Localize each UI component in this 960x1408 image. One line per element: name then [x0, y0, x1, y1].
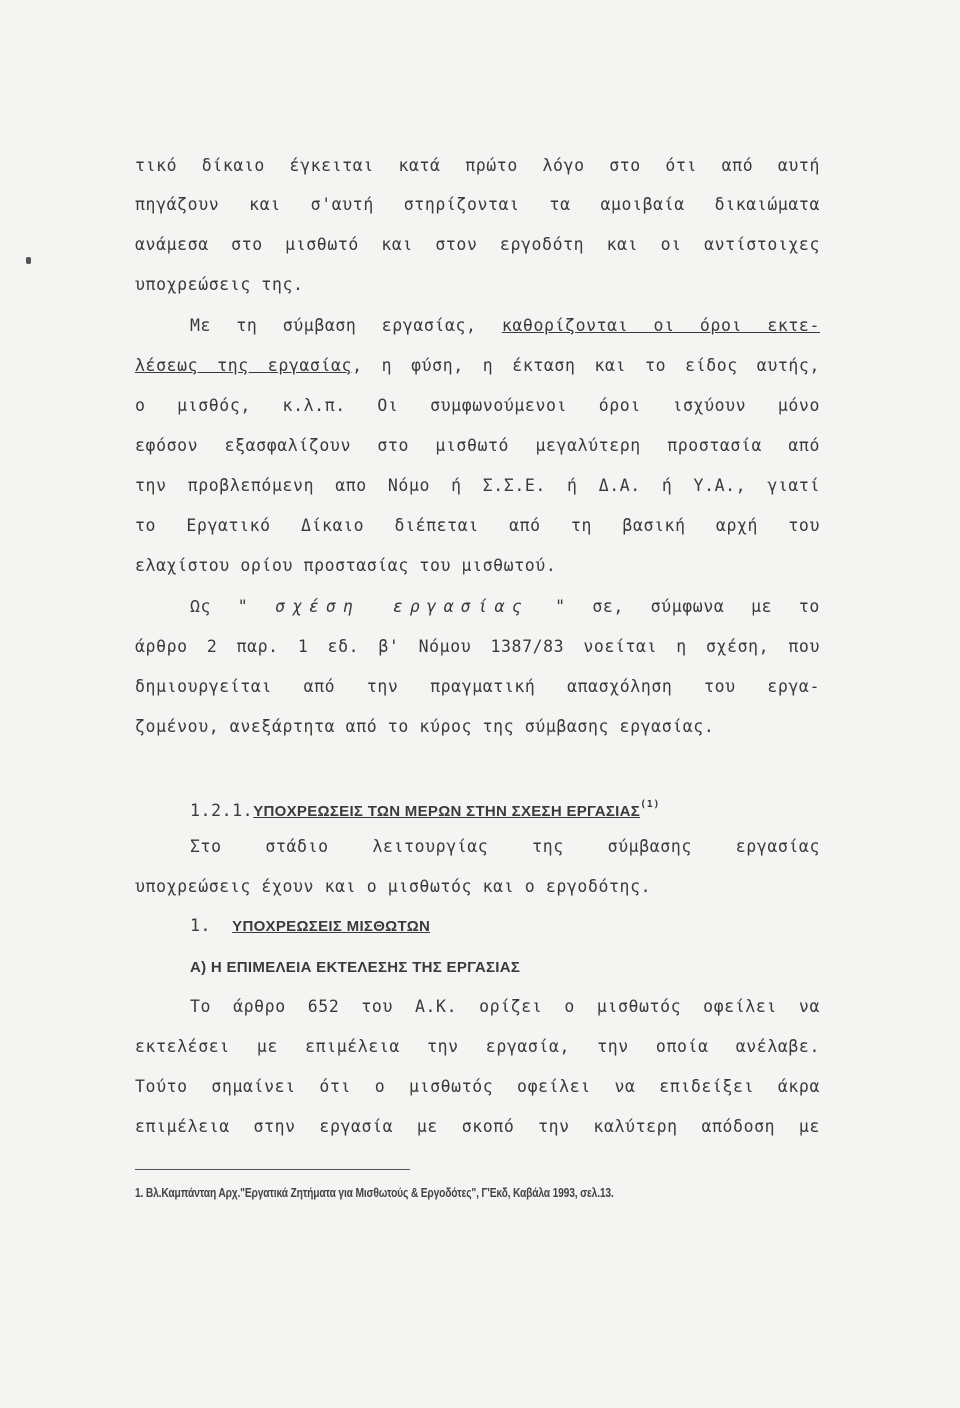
footnote-ref: (1) [640, 799, 660, 810]
text-line: ο μισθός, κ.λ.π. Οι συμφωνούμενοι όροι ισχύουν μόνο [135, 396, 820, 415]
text-line: Το άρθρο 652 του Α.Κ. ορίζει ο μισθωτός οφείλει να [190, 997, 820, 1016]
text-line: το Εργατικό Δίκαιο διέπεται από τη βασική αρχή του [135, 516, 820, 535]
subsection-heading [190, 957, 820, 978]
subsection-title: Α) Η ΕΠΙΜΕΛΕΙΑ ΕΚΤΕΛΕΣΗΣ ΤΗΣ ΕΡΓΑΣΙΑΣ [190, 959, 521, 976]
underlined-text: καθορίζονται οι όροι εκτε- [501, 316, 820, 335]
text-line: εφόσον εξασφαλίζουν στο μισθωτό μεγαλύτερη προστασία από [135, 436, 820, 455]
text-fragment: " σε, σύμφωνα με το [555, 597, 820, 616]
section-heading [190, 795, 820, 822]
subsection-number: 1. [190, 916, 212, 935]
text-line: τικό δίκαιο έγκειται κατά πρώτο λόγο στο ότι από αυτή [135, 156, 820, 175]
text-line: πηγάζουν και σ'αυτή στηρίζονται τα αμοιβαία δικαιώματα [135, 195, 820, 214]
footnote: 1. Βλ.Καμπάνταη Αρχ."Εργατικά Ζητήματα για Μισθωτούς & Εργοδότες", Γ'Εκδ, Καβάλα 1993, σελ.13. [135, 1186, 614, 1200]
underlined-text: λέσεως της εργασίας [135, 356, 353, 375]
text-line: επιμέλεια στην εργασία με σκοπό την καλύτερη απόδοση με [135, 1117, 820, 1136]
scan-mark [26, 257, 31, 264]
subsection-heading [190, 916, 820, 937]
text-line [135, 356, 820, 376]
section-title: ΥΠΟΧΡΕΩΣΕΙΣ ΤΩΝ ΜΕΡΩΝ ΣΤΗΝ ΣΧΕΣΗ ΕΡΓΑΣΙΑΣ [253, 803, 641, 820]
section-number: 1.2.1. [190, 801, 254, 820]
text-line: δημιουργείται από την πραγματική απασχόληση του εργα- [135, 677, 820, 696]
text-fragment: , η φύση, η έκταση και το είδος αυτής, [352, 356, 820, 375]
text-line: ελαχίστου ορίου προστασίας του μισθωτού. [135, 556, 557, 575]
text-fragment: Με τη σύμβαση εργασίας, [190, 316, 477, 335]
text-line [190, 597, 820, 617]
text-line: υποχρεώσεις της. [135, 275, 304, 294]
spaced-term: σχέση εργασίας [275, 597, 529, 616]
text-line: Στο στάδιο λειτουργίας της σύμβασης εργασίας [190, 837, 820, 856]
text-line: υποχρεώσεις έχουν και ο μισθωτός και ο εργοδότης. [135, 877, 652, 896]
footnote-divider [135, 1169, 410, 1170]
text-line: την προβλεπόμενη απο Νόμο ή Σ.Σ.Ε. ή Δ.Α. ή Υ.Α., γιατί [135, 476, 820, 495]
text-line: άρθρο 2 παρ. 1 εδ. β' Νόμου 1387/83 νοείται η σχέση, που [135, 637, 820, 656]
text-line: εκτελέσει με επιμέλεια την εργασία, την οποία ανέλαβε. [135, 1037, 820, 1056]
text-line: Τούτο σημαίνει ότι ο μισθωτός οφείλει να επιδείξει άκρα [135, 1077, 820, 1096]
text-line [190, 316, 820, 336]
text-fragment: Ως " [190, 597, 249, 616]
text-line: ζομένου, ανεξάρτητα από το κύρος της σύμβασης εργασίας. [135, 717, 715, 736]
subsection-title: ΥΠΟΧΡΕΩΣΕΙΣ ΜΙΣΘΩΤΩΝ [232, 918, 431, 935]
text-line: ανάμεσα στο μισθωτό και στον εργοδότη και οι αντίστοιχες [135, 235, 820, 254]
